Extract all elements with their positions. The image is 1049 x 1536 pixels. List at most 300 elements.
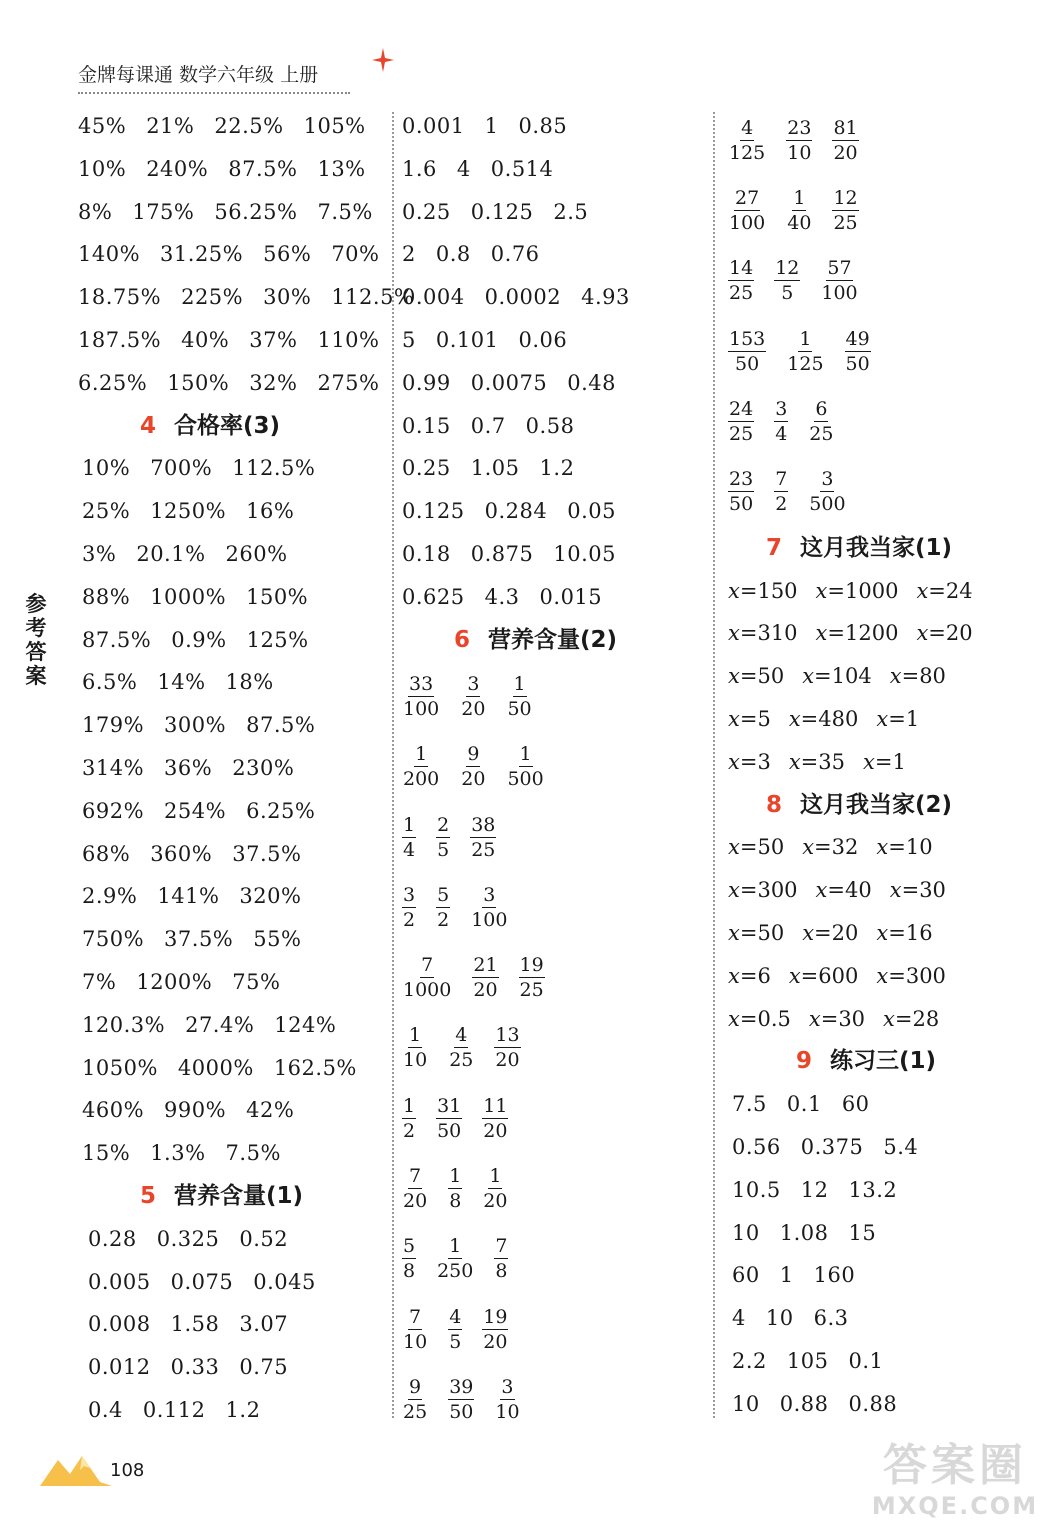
answer-value: 10 xyxy=(732,1391,760,1416)
fraction-numerator: 49 xyxy=(845,327,870,350)
answer-row xyxy=(728,1083,991,1126)
fraction-row xyxy=(402,1294,650,1364)
answer-value: 1.08 xyxy=(779,1220,829,1245)
variable-x: x xyxy=(728,1006,740,1031)
fraction xyxy=(402,742,440,791)
answer-value: 1.3% xyxy=(150,1141,206,1166)
answer-value: 0.8 xyxy=(435,242,471,267)
answer-value: 0.99 xyxy=(402,370,451,395)
answer-value: 6.5% xyxy=(82,670,138,695)
fraction-numerator: 33 xyxy=(409,673,434,695)
fraction-denominator: 25 xyxy=(833,211,858,234)
answer-value: 55% xyxy=(253,927,302,952)
star-icon xyxy=(372,48,394,72)
answer-row xyxy=(402,362,650,405)
fraction-numerator: 1 xyxy=(449,1165,462,1188)
fraction-row xyxy=(728,386,991,456)
answer-value: 7.5 xyxy=(732,1092,767,1117)
fraction-denominator: 50 xyxy=(735,352,760,375)
fraction-numerator: 7 xyxy=(409,1305,422,1328)
fraction-numerator: 38 xyxy=(471,813,496,836)
answer-value: 0.15 xyxy=(402,413,451,438)
answer-value: 6.25% xyxy=(246,798,316,823)
answer-row xyxy=(78,1346,434,1389)
fraction-denominator: 250 xyxy=(437,1260,474,1283)
fraction-numerator: 1 xyxy=(403,1094,416,1117)
variable-x: x xyxy=(808,1006,821,1031)
fraction-denominator: 1000 xyxy=(403,979,452,1002)
fraction-row xyxy=(402,1013,650,1083)
answer-row xyxy=(402,191,650,234)
answer-row xyxy=(402,576,650,619)
variable-x: x xyxy=(728,578,740,603)
equation: x=104 xyxy=(802,664,872,689)
fraction-row xyxy=(402,732,650,802)
answer-value: 260% xyxy=(225,541,288,566)
equation-value: 32 xyxy=(831,835,859,860)
equation-value: 480 xyxy=(818,706,859,731)
fraction xyxy=(402,953,452,1002)
answer-value: 37.5% xyxy=(232,841,302,866)
equation-value: 150 xyxy=(757,578,798,603)
fraction-row xyxy=(728,175,991,245)
answer-value: 1.58 xyxy=(170,1312,220,1337)
side-label-char: 案 xyxy=(25,664,47,688)
answer-value: 6.3 xyxy=(813,1306,849,1331)
answer-row xyxy=(78,148,434,191)
answer-row xyxy=(402,533,650,576)
answer-value: 0.101 xyxy=(435,327,499,352)
answer-value: 750% xyxy=(82,927,145,952)
answer-value: 300% xyxy=(164,713,227,738)
fraction-numerator: 23 xyxy=(729,468,754,491)
fraction-denominator: 50 xyxy=(729,493,754,516)
answer-value: 68% xyxy=(82,841,131,866)
answer-value: 120.3% xyxy=(82,1012,166,1037)
answer-value: 314% xyxy=(82,755,145,780)
variable-x: x xyxy=(802,835,815,860)
equation-row xyxy=(728,869,991,912)
answer-value: 1.6 xyxy=(402,156,437,181)
answer-value: 0.125 xyxy=(402,499,465,524)
fraction-denominator: 20 xyxy=(461,698,486,720)
fraction-numerator: 7 xyxy=(409,1165,422,1188)
fraction-numerator: 9 xyxy=(409,1375,422,1398)
answer-value: 112.5% xyxy=(232,456,316,481)
fraction-row xyxy=(402,661,650,731)
variable-x: x xyxy=(815,878,828,903)
fraction xyxy=(832,116,858,165)
equation: x=5 xyxy=(728,706,771,731)
variable-x: x xyxy=(916,621,929,646)
equation-value: 20 xyxy=(831,920,859,945)
answer-value: 0.1 xyxy=(848,1348,884,1373)
answer-row xyxy=(78,704,434,747)
fraction xyxy=(808,467,846,516)
equation: x=6 xyxy=(728,963,771,988)
answer-value: 12 xyxy=(800,1177,829,1202)
answer-value: 0.9% xyxy=(171,627,227,652)
answer-value: 240% xyxy=(146,156,209,181)
fraction xyxy=(448,1305,462,1354)
equation: x=80 xyxy=(889,664,946,689)
fraction-denominator: 100 xyxy=(471,908,508,931)
answer-value: 0.25 xyxy=(402,199,451,224)
fraction-numerator: 1 xyxy=(489,1165,502,1188)
fraction-denominator: 40 xyxy=(787,211,812,234)
answer-value: 10% xyxy=(82,456,131,481)
answer-value: 0.4 xyxy=(88,1397,123,1422)
equation-value: 0.5 xyxy=(757,1006,791,1031)
equation-value: 35 xyxy=(818,749,846,774)
answer-value: 87.5% xyxy=(228,156,298,181)
fraction-denominator: 10 xyxy=(403,1330,428,1353)
answer-value: 1.2 xyxy=(225,1397,261,1422)
fraction-numerator: 3 xyxy=(821,468,834,491)
answer-value: 0.76 xyxy=(490,242,540,267)
answer-value: 105 xyxy=(786,1348,829,1373)
fraction-denominator: 10 xyxy=(403,1049,428,1072)
answer-row xyxy=(78,833,434,876)
fraction-denominator: 50 xyxy=(437,1119,462,1142)
fraction-row xyxy=(728,105,991,175)
equation-value: 310 xyxy=(757,621,798,646)
side-label-char: 答 xyxy=(25,640,47,664)
answer-column-1 xyxy=(78,105,434,1432)
answer-row xyxy=(78,1261,434,1304)
fraction xyxy=(820,256,858,305)
answer-value: 160 xyxy=(813,1263,856,1288)
equation-value: 300 xyxy=(905,963,946,988)
fraction-row xyxy=(402,1153,650,1223)
answer-value: 88% xyxy=(82,584,131,609)
fraction xyxy=(460,742,486,791)
fraction xyxy=(506,742,544,791)
fraction-numerator: 3 xyxy=(403,883,416,906)
answer-value: 60 xyxy=(732,1263,760,1288)
equation-row xyxy=(728,826,991,869)
equation-value: 600 xyxy=(818,963,859,988)
answer-value: 56.25% xyxy=(214,199,298,224)
answer-value: 36% xyxy=(164,755,213,780)
answer-value: 10 xyxy=(732,1220,760,1245)
fraction-denominator: 20 xyxy=(483,1190,508,1213)
variable-x: x xyxy=(728,963,740,988)
fraction-numerator: 1 xyxy=(449,1235,462,1258)
fraction-numerator: 7 xyxy=(775,468,788,491)
answer-value: 0.33 xyxy=(170,1355,220,1380)
fraction-denominator: 20 xyxy=(461,768,486,791)
answer-value: 27.4% xyxy=(185,1012,255,1037)
answer-value: 0.008 xyxy=(88,1312,151,1337)
fraction xyxy=(402,672,440,721)
answer-value: 0.125 xyxy=(470,199,534,224)
fraction-numerator: 7 xyxy=(421,954,434,977)
equation: x=480 xyxy=(788,706,859,731)
side-label-char: 考 xyxy=(25,616,47,640)
fraction xyxy=(402,1375,428,1424)
fraction xyxy=(728,186,766,235)
fraction xyxy=(786,116,812,165)
equation-value: 1000 xyxy=(845,578,899,603)
fraction-denominator: 10 xyxy=(787,141,812,164)
answer-row xyxy=(78,362,434,405)
answer-value: 10.05 xyxy=(553,541,617,566)
answer-value: 16% xyxy=(246,499,295,524)
fraction-numerator: 1 xyxy=(799,327,812,350)
fraction xyxy=(436,1234,474,1283)
variable-x: x xyxy=(788,706,801,731)
fraction-numerator: 1 xyxy=(513,673,526,695)
fraction-numerator: 24 xyxy=(729,397,754,420)
answer-value: 0.18 xyxy=(402,541,451,566)
answer-value: 140% xyxy=(78,242,141,267)
answer-row xyxy=(78,1089,434,1132)
answer-value: 1.2 xyxy=(539,456,575,481)
fraction xyxy=(402,1305,428,1354)
equation-row xyxy=(728,741,991,784)
fraction-row xyxy=(728,246,991,316)
fraction xyxy=(786,327,824,376)
fraction xyxy=(728,327,766,376)
answer-column-3 xyxy=(728,105,991,1426)
variable-x: x xyxy=(876,706,889,731)
section-title xyxy=(402,619,650,662)
answer-row xyxy=(728,1126,991,1169)
equation-value: 1 xyxy=(892,749,906,774)
answer-value: 18.75% xyxy=(78,285,162,310)
answer-value: 0.1 xyxy=(786,1092,822,1117)
fraction-numerator: 4 xyxy=(455,1024,468,1047)
section-title xyxy=(728,1040,991,1083)
section-name: 营养含量(2) xyxy=(488,626,618,653)
fraction-denominator: 50 xyxy=(507,698,532,720)
answer-value: 0.25 xyxy=(402,456,451,481)
answer-row xyxy=(78,447,434,490)
variable-x: x xyxy=(728,878,740,903)
fraction-numerator: 9 xyxy=(467,743,480,766)
answer-row xyxy=(78,576,434,619)
fraction xyxy=(436,883,450,932)
variable-x: x xyxy=(876,835,889,860)
fraction xyxy=(460,672,486,721)
fraction-numerator: 57 xyxy=(827,257,852,280)
fraction xyxy=(728,256,754,305)
fraction xyxy=(482,1305,508,1354)
fraction-numerator: 21 xyxy=(473,954,498,977)
fraction-numerator: 12 xyxy=(775,257,800,280)
equation: x=3 xyxy=(728,749,771,774)
answer-row xyxy=(78,790,434,833)
answer-row xyxy=(78,1389,434,1432)
variable-x: x xyxy=(788,963,801,988)
answer-value: 0.005 xyxy=(88,1269,151,1294)
answer-value: 0.045 xyxy=(253,1269,316,1294)
answer-value: 7.5% xyxy=(225,1141,281,1166)
equation-row xyxy=(728,612,991,655)
answer-value: 0.75 xyxy=(239,1355,289,1380)
answer-value: 1000% xyxy=(150,584,227,609)
fraction-denominator: 25 xyxy=(809,422,834,445)
answer-value: 4000% xyxy=(177,1055,254,1080)
answer-value: 6.25% xyxy=(78,370,148,395)
fraction-denominator: 20 xyxy=(483,1330,508,1353)
answer-row xyxy=(78,1047,434,1090)
answer-row xyxy=(78,490,434,533)
answer-value: 20.1% xyxy=(136,541,206,566)
answer-value: 2.9% xyxy=(82,884,138,909)
section-number: 9 xyxy=(796,1048,813,1075)
fraction xyxy=(728,116,766,165)
answer-value: 22.5% xyxy=(214,114,284,138)
fraction-denominator: 25 xyxy=(729,282,754,305)
fraction xyxy=(774,256,800,305)
fraction xyxy=(728,397,754,446)
equation: x=24 xyxy=(916,578,973,603)
variable-x: x xyxy=(889,878,902,903)
fraction-denominator: 25 xyxy=(729,422,754,445)
section-number: 6 xyxy=(454,626,471,653)
answer-value: 225% xyxy=(181,285,244,310)
answer-row xyxy=(402,105,650,148)
variable-x: x xyxy=(802,664,815,689)
side-label xyxy=(22,592,50,688)
fraction-numerator: 14 xyxy=(729,257,754,280)
fraction xyxy=(448,1375,474,1424)
answer-value: 0.004 xyxy=(402,285,465,310)
answer-value: 1 xyxy=(484,114,499,138)
answer-value: 37% xyxy=(249,327,298,352)
answer-value: 0.375 xyxy=(800,1134,864,1159)
watermark xyxy=(870,1440,1040,1530)
equation-value: 300 xyxy=(757,878,798,903)
answer-row xyxy=(728,1212,991,1255)
fraction-numerator: 1 xyxy=(403,813,416,836)
answer-value: 13.2 xyxy=(848,1177,898,1202)
answer-value: 0.7 xyxy=(470,413,506,438)
mountain-icon xyxy=(40,1452,112,1488)
equation-value: 16 xyxy=(905,920,933,945)
variable-x: x xyxy=(728,621,740,646)
answer-value: 110% xyxy=(317,327,380,352)
answer-value: 42% xyxy=(246,1098,295,1123)
fraction xyxy=(402,1023,428,1072)
fraction xyxy=(402,1094,416,1143)
equation: x=300 xyxy=(728,878,798,903)
fraction-numerator: 19 xyxy=(519,954,544,977)
fraction-denominator: 2 xyxy=(403,908,416,931)
answer-column-2 xyxy=(402,105,650,1435)
answer-value: 254% xyxy=(164,798,227,823)
answer-value: 4 xyxy=(732,1306,746,1331)
variable-x: x xyxy=(728,706,740,731)
fraction-denominator: 10 xyxy=(495,1400,520,1423)
answer-value: 70% xyxy=(331,242,380,267)
fraction-numerator: 1 xyxy=(793,186,806,209)
answer-row xyxy=(78,191,434,234)
answer-value: 320% xyxy=(239,884,302,909)
equation-row xyxy=(728,655,991,698)
equation-value: 1 xyxy=(905,706,920,731)
answer-row xyxy=(78,533,434,576)
fraction-denominator: 100 xyxy=(729,211,766,234)
equation-value: 50 xyxy=(757,664,785,689)
fraction-denominator: 25 xyxy=(519,979,544,1002)
answer-value: 0.05 xyxy=(567,499,617,524)
variable-x: x xyxy=(728,749,740,774)
equation-value: 1200 xyxy=(845,621,899,646)
watermark-logo-text: 答案圈 xyxy=(883,1440,1027,1491)
fraction xyxy=(774,467,788,516)
equation: x=50 xyxy=(728,835,785,860)
answer-value: 360% xyxy=(150,841,213,866)
answer-value: 0.325 xyxy=(156,1226,220,1251)
answer-value: 2.2 xyxy=(732,1348,767,1373)
fraction-denominator: 20 xyxy=(473,979,498,1002)
fraction xyxy=(728,467,754,516)
answer-value: 0.52 xyxy=(239,1226,289,1251)
equation: x=1 xyxy=(876,706,920,731)
fraction-denominator: 500 xyxy=(507,768,544,791)
equation: x=1200 xyxy=(815,621,899,646)
answer-value: 75% xyxy=(232,969,281,994)
fraction-denominator: 20 xyxy=(833,141,858,164)
fraction-row xyxy=(402,1364,650,1434)
answer-value: 0.001 xyxy=(402,114,465,138)
equation: x=50 xyxy=(728,664,785,689)
fraction-row xyxy=(728,456,991,526)
section-title xyxy=(728,527,991,570)
answer-value: 5 xyxy=(402,327,416,352)
answer-row xyxy=(728,1169,991,1212)
equation-value: 28 xyxy=(912,1006,940,1031)
equation: x=150 xyxy=(728,578,798,603)
answer-value: 700% xyxy=(150,456,213,481)
fraction-denominator: 25 xyxy=(403,1400,428,1423)
answer-value: 2 xyxy=(402,242,416,267)
answer-value: 105% xyxy=(303,114,366,138)
fraction-denominator: 5 xyxy=(781,282,794,305)
answer-row xyxy=(402,405,650,448)
variable-x: x xyxy=(863,749,875,774)
equation: x=1 xyxy=(863,749,906,774)
answer-row xyxy=(728,1297,991,1340)
fraction xyxy=(506,672,532,721)
equation: x=300 xyxy=(876,963,946,988)
answer-row xyxy=(78,276,434,319)
fraction-denominator: 2 xyxy=(775,493,788,516)
answer-value: 0.075 xyxy=(170,1269,234,1294)
fraction xyxy=(402,1234,416,1283)
fraction-row xyxy=(402,943,650,1013)
variable-x: x xyxy=(728,920,740,945)
fraction xyxy=(494,1375,520,1424)
fraction-denominator: 200 xyxy=(403,768,440,791)
answer-row xyxy=(402,148,650,191)
answer-value: 87.5% xyxy=(82,627,152,652)
fraction-denominator: 100 xyxy=(403,698,440,720)
equation: x=20 xyxy=(802,920,859,945)
equation-value: 30 xyxy=(838,1006,866,1031)
section-number: 4 xyxy=(140,412,157,439)
answer-row xyxy=(78,1132,434,1175)
equation-value: 80 xyxy=(919,664,946,689)
fraction-denominator: 5 xyxy=(437,838,450,861)
fraction-row xyxy=(402,1224,650,1294)
fraction-row xyxy=(402,802,650,872)
answer-value: 10.5 xyxy=(732,1177,781,1202)
answer-value: 0.85 xyxy=(518,114,568,138)
